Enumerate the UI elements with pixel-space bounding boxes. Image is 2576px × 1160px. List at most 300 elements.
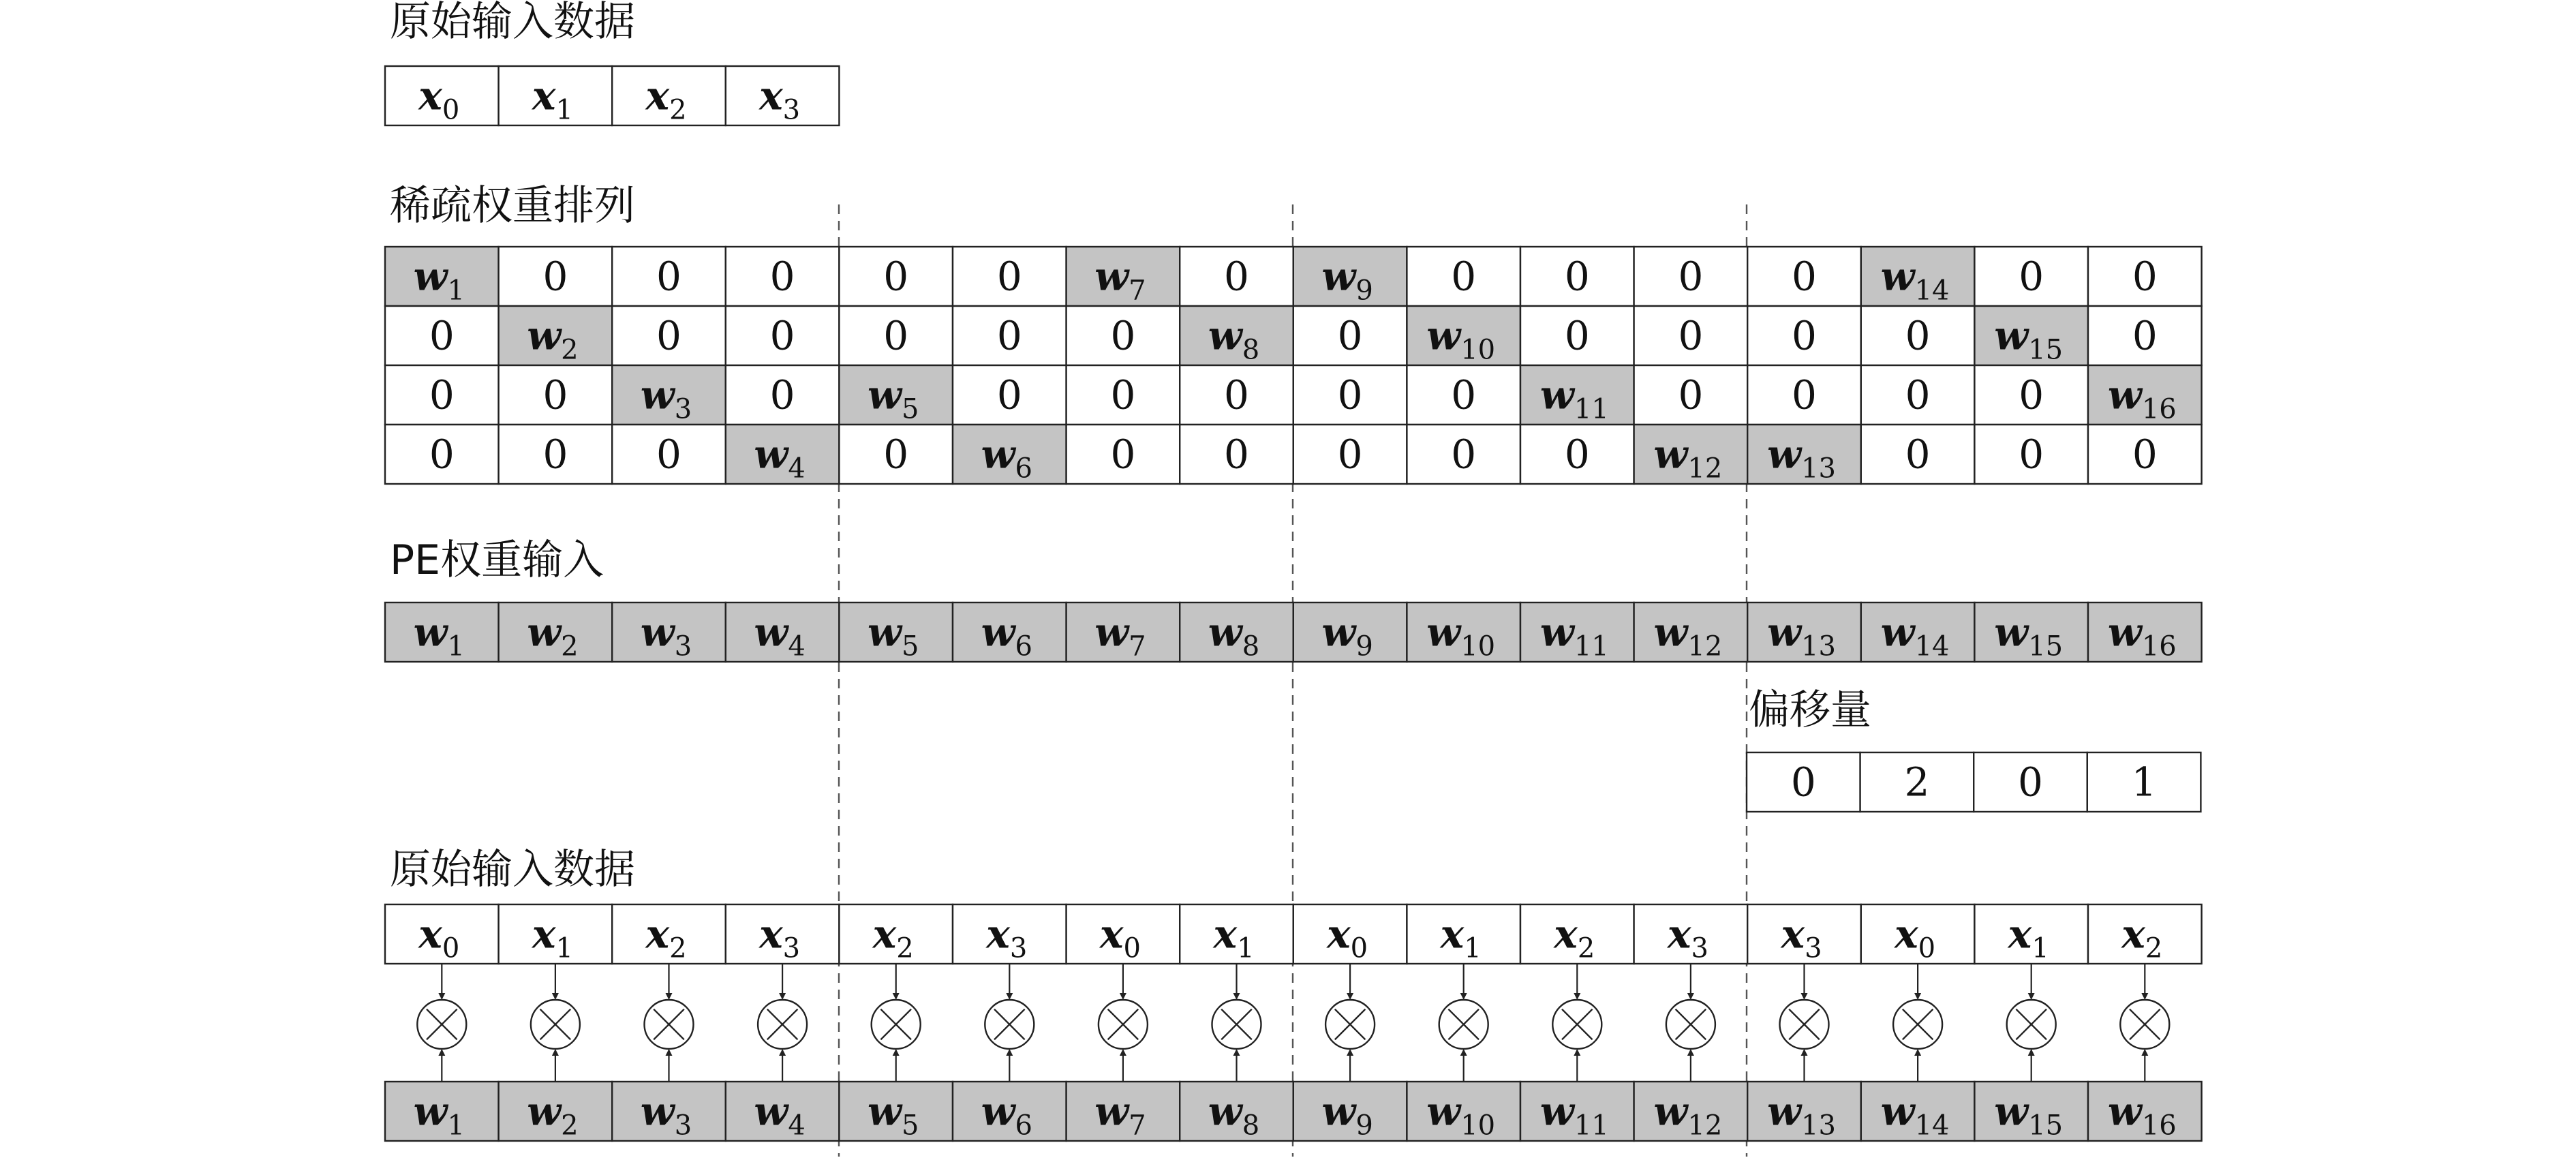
permuted-input-cell-2-base: x: [645, 911, 670, 958]
bottom-weight-cell-8: [1293, 1082, 1407, 1142]
sparse-cell-r0-c8-subscript: 9: [1355, 275, 1373, 307]
permuted-input-cell-1-base: x: [532, 911, 556, 958]
circled-times-icon: [758, 1000, 807, 1049]
bottom-weight-cell-9-subscript: 10: [1460, 1110, 1496, 1142]
offset-cell-3-value: 1: [2131, 759, 2157, 806]
bottom-weight-cell-7-base: w: [1208, 1088, 1242, 1135]
circled-times-icon: [1666, 1000, 1715, 1049]
sparse-cell-r1-c12-value: 0: [1792, 312, 1817, 359]
pe-weight-cell-7-subscript: 8: [1242, 630, 1260, 662]
sparse-cell-r2-c4-base: w: [868, 371, 902, 418]
sparse-cell-r3-c13: [1861, 425, 1975, 484]
pe-weight-cell-9: [1407, 602, 1520, 662]
sparse-cell-r0-c15: [2088, 247, 2202, 306]
bottom-weight-cell-2-subscript: 3: [674, 1110, 692, 1142]
sparse-cell-r0-c13-base: w: [1880, 253, 1915, 300]
permuted-input-cell-4: [839, 904, 953, 964]
sparse-cell-r1-c2-value: 0: [656, 312, 681, 359]
bottom-weight-cell-12: [1747, 1082, 1861, 1142]
permuted-input-cell-8-subscript: 0: [1350, 932, 1368, 964]
permuted-input-cell-11: [1634, 904, 1748, 964]
permuted-input-cell-1-subscript: 1: [555, 932, 573, 964]
bottom-weight-cell-14-base: w: [1994, 1088, 2029, 1135]
sparse-cell-r3-c15-value: 0: [2132, 431, 2158, 478]
sparse-cell-r0-c6: [1067, 247, 1180, 307]
sparse-cell-r1-c1: [499, 306, 613, 366]
bottom-weight-cell-11-subscript: 12: [1687, 1110, 1723, 1142]
input-cell-2: [612, 66, 726, 126]
pe-weight-cell-0: [385, 602, 499, 662]
permuted-input-cell-10-base: x: [1554, 911, 1578, 958]
sparse-cell-r3-c5: [953, 425, 1067, 485]
multiplier-4: [872, 964, 921, 1082]
bottom-weight-cell-6-base: w: [1094, 1088, 1129, 1135]
sparse-cell-r3-c9: [1407, 425, 1520, 484]
sparse-cell-r0-c13-subscript: 14: [1914, 275, 1950, 307]
permuted-input-cell-8: [1293, 904, 1407, 964]
sparse-cell-r1-c9-subscript: 10: [1460, 334, 1496, 366]
sparse-cell-r0-c14: [1974, 247, 2088, 306]
input-cell-2-base: x: [645, 72, 670, 119]
sparse-cell-r2-c5: [953, 365, 1067, 425]
offset-cell-3: [2087, 752, 2201, 812]
sparse-cell-r2-c1-value: 0: [542, 371, 568, 418]
circled-times-icon: [985, 1000, 1034, 1049]
pe-weight-cell-6-base: w: [1094, 609, 1129, 656]
bottom-weight-cell-15-base: w: [2107, 1088, 2142, 1135]
pe-weight-cell-4-subscript: 5: [901, 630, 919, 662]
sparse-cell-r1-c0: [385, 306, 499, 365]
multiplier-8: [1325, 964, 1375, 1082]
permuted-input-cell-15-subscript: 2: [2145, 932, 2163, 964]
offset-cell-1: [1860, 752, 1974, 812]
pe-weight-cell-8-base: w: [1321, 609, 1356, 656]
sparse-cell-r0-c7: [1180, 247, 1293, 306]
input-cell-0-subscript: 0: [442, 94, 460, 126]
permuted-input-cell-2: [612, 904, 726, 964]
input-cell-3-base: x: [759, 72, 783, 119]
sparse-cell-r1-c1-base: w: [527, 312, 562, 359]
sparse-cell-r2-c8-value: 0: [1337, 371, 1363, 418]
sparse-cell-r1-c9: [1407, 306, 1520, 366]
sparse-cell-r1-c0-value: 0: [429, 312, 455, 359]
sparse-cell-r2-c3-value: 0: [769, 371, 795, 418]
bottom-weight-cell-5-base: w: [981, 1088, 1015, 1135]
offset-cell-2: [1974, 752, 2087, 812]
sparse-cell-r1-c7-subscript: 8: [1242, 334, 1260, 366]
sparse-cell-r2-c12: [1747, 365, 1861, 425]
sparse-cell-r3-c8-value: 0: [1337, 431, 1363, 478]
sparse-cell-r3-c2: [612, 425, 726, 484]
bottom-weight-cell-9: [1407, 1082, 1520, 1142]
sparse-cell-r3-c3-base: w: [754, 431, 788, 478]
sparse-cell-r3-c10: [1520, 425, 1634, 484]
sparse-cell-r1-c3: [726, 306, 840, 365]
permuted-input-cell-7-base: x: [1213, 911, 1238, 958]
pe-weight-cell-15-subscript: 16: [2141, 630, 2177, 662]
sparse-cell-r0-c12: [1747, 247, 1861, 306]
sparse-cell-r0-c0: [385, 247, 499, 307]
bottom-weight-cell-0-base: w: [413, 1088, 448, 1135]
pe-weight-cell-5: [953, 602, 1067, 662]
sparse-cell-r0-c3: [726, 247, 840, 306]
pe-weight-cell-7: [1180, 602, 1293, 662]
label-input-bottom: 原始输入数据: [390, 846, 635, 894]
sparse-cell-r2-c6: [1067, 365, 1180, 425]
sparse-cell-r2-c10: [1520, 365, 1634, 425]
sparse-cell-r2-c4: [839, 365, 953, 425]
sparse-cell-r1-c10-value: 0: [1564, 312, 1590, 359]
multiplier-13: [1893, 964, 1942, 1082]
sparse-cell-r3-c11: [1634, 425, 1748, 485]
sparse-cell-r2-c0-value: 0: [429, 371, 455, 418]
permuted-input-cell-6-subscript: 0: [1123, 932, 1141, 964]
pe-weight-cell-14: [1974, 602, 2088, 662]
sparse-cell-r1-c8: [1293, 306, 1407, 365]
bottom-weight-cell-13-base: w: [1880, 1088, 1915, 1135]
pe-weight-cell-12-base: w: [1767, 609, 1802, 656]
sparse-cell-r3-c12-base: w: [1767, 431, 1802, 478]
pe-weight-cell-6-subscript: 7: [1129, 630, 1146, 662]
sparse-cell-r1-c2: [612, 306, 726, 365]
permuted-input-cell-7: [1180, 904, 1293, 964]
sparse-cell-r3-c6-value: 0: [1110, 431, 1136, 478]
permuted-input-cell-2-subscript: 2: [669, 932, 687, 964]
circled-times-icon: [645, 1000, 694, 1049]
bottom-weight-cell-3: [726, 1082, 840, 1142]
input-cell-1: [499, 66, 613, 126]
permuted-input-cell-8-base: x: [1327, 911, 1351, 958]
bottom-weight-cell-12-base: w: [1767, 1088, 1802, 1135]
sparse-cell-r3-c0-value: 0: [429, 431, 455, 478]
input-cell-3-subscript: 3: [782, 94, 801, 126]
bottom-weight-cell-6: [1067, 1082, 1180, 1142]
pe-weight-cell-11: [1634, 602, 1748, 662]
pe-weight-cell-3-base: w: [754, 609, 788, 656]
sparse-cell-r2-c10-subscript: 11: [1574, 393, 1609, 425]
sparse-cell-r2-c12-value: 0: [1792, 371, 1817, 418]
permuted-input-cell-4-subscript: 2: [896, 932, 914, 964]
sparse-cell-r1-c11-value: 0: [1678, 312, 1704, 359]
multiplier-10: [1552, 964, 1601, 1082]
sparse-cell-r2-c9: [1407, 365, 1520, 425]
pe-weight-cell-4-base: w: [868, 609, 902, 656]
permuted-input-cell-3: [726, 904, 840, 964]
sparse-cell-r1-c13-value: 0: [1905, 312, 1931, 359]
sparse-cell-r3-c5-base: w: [981, 431, 1015, 478]
permuted-input-cell-10-subscript: 2: [1577, 932, 1595, 964]
permuted-input-cell-3-base: x: [759, 911, 783, 958]
pe-weight-cell-11-subscript: 12: [1687, 630, 1723, 662]
permuted-input-cell-3-subscript: 3: [782, 932, 801, 964]
circled-times-icon: [872, 1000, 921, 1049]
pe-weight-cell-14-subscript: 15: [2028, 630, 2064, 662]
permuted-input-cell-13-base: x: [1895, 911, 1918, 958]
circled-times-icon: [2007, 1000, 2056, 1049]
sparse-cell-r2-c13: [1861, 365, 1975, 425]
sparse-cell-r2-c13-value: 0: [1905, 371, 1931, 418]
multiplier-7: [1212, 964, 1261, 1082]
sparse-cell-r3-c12-subscript: 13: [1801, 453, 1836, 485]
bottom-weight-cell-13: [1861, 1082, 1975, 1142]
sparse-cell-r1-c13: [1861, 306, 1975, 365]
sparse-cell-r0-c8: [1293, 247, 1407, 307]
sparse-cell-r1-c15: [2088, 306, 2202, 365]
pe-weight-cell-2-subscript: 3: [674, 630, 692, 662]
pe-weight-cell-6: [1067, 602, 1180, 662]
sparse-cell-r1-c12: [1747, 306, 1861, 365]
offset-cell-0: [1747, 752, 1860, 812]
sparse-cell-r1-c3-value: 0: [769, 312, 795, 359]
multiplier-9: [1439, 964, 1488, 1082]
sparse-cell-r0-c9-value: 0: [1451, 253, 1477, 300]
circled-times-icon: [1439, 1000, 1488, 1049]
pe-weight-cell-15: [2088, 602, 2202, 662]
circled-times-icon: [1552, 1000, 1601, 1049]
pe-weight-cell-0-base: w: [413, 609, 448, 656]
pe-weight-cell-15-base: w: [2107, 609, 2142, 656]
bottom-weight-cell-3-subscript: 4: [788, 1110, 806, 1142]
pe-weight-cell-8-subscript: 9: [1355, 630, 1373, 662]
circled-times-icon: [1099, 1000, 1148, 1049]
pe-weight-cell-9-subscript: 10: [1460, 630, 1496, 662]
sparse-cell-r0-c0-base: w: [413, 253, 448, 300]
permuted-input-cell-13: [1861, 904, 1975, 964]
sparse-cell-r0-c2: [612, 247, 726, 306]
sparse-cell-r2-c6-value: 0: [1110, 371, 1136, 418]
label-sparse-weights: 稀疏权重排列: [390, 182, 635, 230]
sparse-cell-r0-c5-value: 0: [996, 253, 1022, 300]
sparse-cell-r0-c1-value: 0: [542, 253, 568, 300]
permuted-input-cell-7-subscript: 1: [1237, 932, 1255, 964]
sparse-cell-r3-c12: [1747, 425, 1861, 485]
pe-weight-cell-8: [1293, 602, 1407, 662]
bottom-weight-cell-8-subscript: 9: [1355, 1110, 1373, 1142]
multiplier-2: [645, 964, 694, 1082]
circled-times-icon: [2120, 1000, 2169, 1049]
sparse-cell-r3-c1: [499, 425, 613, 484]
pe-weight-cell-10-subscript: 11: [1574, 630, 1609, 662]
permuted-input-cell-4-base: x: [872, 911, 897, 958]
pe-weight-cell-11-base: w: [1653, 609, 1688, 656]
sparse-cell-r3-c1-value: 0: [542, 431, 568, 478]
bottom-weight-cell-0: [385, 1082, 499, 1142]
permuted-input-cell-12-subscript: 3: [1805, 932, 1822, 964]
sparse-cell-r0-c10-value: 0: [1564, 253, 1590, 300]
pe-weight-cell-2-base: w: [640, 609, 675, 656]
sparse-cell-r2-c3: [726, 365, 840, 425]
sparse-cell-r2-c14-value: 0: [2019, 371, 2044, 418]
pe-weight-cell-14-base: w: [1994, 609, 2029, 656]
permuted-input-cell-14-base: x: [2008, 911, 2032, 958]
circled-times-icon: [531, 1000, 580, 1049]
pe-weight-cell-1-subscript: 2: [561, 630, 579, 662]
permuted-input-cell-9: [1407, 904, 1520, 964]
multiplier-14: [2007, 964, 2056, 1082]
bottom-weight-cell-13-subscript: 14: [1914, 1110, 1950, 1142]
multiplier-11: [1666, 964, 1715, 1082]
permuted-input-cell-6: [1067, 904, 1180, 964]
bottom-weight-cell-12-subscript: 13: [1801, 1110, 1836, 1142]
bottom-weight-cell-14-subscript: 15: [2028, 1110, 2064, 1142]
sparse-cell-r1-c6: [1067, 306, 1180, 365]
sparse-cell-r0-c6-base: w: [1094, 253, 1129, 300]
sparse-cell-r3-c8: [1293, 425, 1407, 484]
sparse-cell-r0-c4-value: 0: [883, 253, 909, 300]
sparse-cell-r3-c9-value: 0: [1451, 431, 1477, 478]
bottom-weight-cell-3-base: w: [754, 1088, 788, 1135]
bottom-weight-cell-5: [953, 1082, 1067, 1142]
pe-weight-cell-5-subscript: 6: [1015, 630, 1032, 662]
sparse-cell-r2-c11-value: 0: [1678, 371, 1704, 418]
permuted-input-cell-14: [1974, 904, 2088, 964]
bottom-weight-cell-4-base: w: [868, 1088, 902, 1135]
input-cell-1-base: x: [532, 72, 556, 119]
bottom-weight-cell-10-base: w: [1539, 1088, 1574, 1135]
pe-weight-cell-9-base: w: [1426, 609, 1461, 656]
bottom-weight-cell-7: [1180, 1082, 1293, 1142]
multiplier-6: [1099, 964, 1148, 1082]
bottom-weight-cell-7-subscript: 8: [1242, 1110, 1260, 1142]
pe-weight-cell-2: [612, 602, 726, 662]
sparse-cell-r0-c3-value: 0: [769, 253, 795, 300]
sparse-cell-r1-c5: [953, 306, 1067, 365]
sparse-cell-r1-c9-base: w: [1426, 312, 1461, 359]
sparse-cell-r2-c7-value: 0: [1224, 371, 1249, 418]
pe-weight-cell-10: [1520, 602, 1634, 662]
sparse-cell-r2-c1: [499, 365, 613, 425]
sparse-cell-r2-c14: [1974, 365, 2088, 425]
sparse-cell-r0-c15-value: 0: [2132, 253, 2158, 300]
bottom-weight-cell-8-base: w: [1321, 1088, 1356, 1135]
sparse-cell-r3-c11-subscript: 12: [1687, 453, 1723, 485]
multiplier-0: [417, 964, 466, 1082]
sparse-cell-r1-c7: [1180, 306, 1293, 366]
sparse-cell-r2-c2: [612, 365, 726, 425]
input-cell-3: [726, 66, 840, 126]
bottom-weight-cell-1-subscript: 2: [561, 1110, 579, 1142]
permuted-input-cell-5-subscript: 3: [1009, 932, 1028, 964]
multiplier-15: [2120, 964, 2169, 1082]
sparse-cell-r2-c15-base: w: [2107, 371, 2142, 418]
sparse-cell-r0-c6-subscript: 7: [1129, 275, 1146, 307]
bottom-weight-cell-11: [1634, 1082, 1748, 1142]
bottom-weight-cell-2-base: w: [640, 1088, 675, 1135]
sparse-cell-r1-c14-subscript: 15: [2028, 334, 2064, 366]
sparse-cell-r3-c0: [385, 425, 499, 484]
permuted-input-cell-1: [499, 904, 613, 964]
sparse-cell-r1-c4: [839, 306, 953, 365]
sparse-cell-r2-c2-subscript: 3: [674, 393, 692, 425]
sparse-cell-r3-c7: [1180, 425, 1293, 484]
sparse-cell-r0-c9: [1407, 247, 1520, 306]
sparse-cell-r2-c4-subscript: 5: [901, 393, 919, 425]
permuted-input-cell-12: [1747, 904, 1861, 964]
bottom-weight-cell-1: [499, 1082, 613, 1142]
bottom-weight-cell-2: [612, 1082, 726, 1142]
permuted-input-cell-15-base: x: [2121, 911, 2145, 958]
sparse-cell-r0-c13: [1861, 247, 1975, 307]
sparse-cell-r3-c6: [1067, 425, 1180, 484]
bottom-weight-cell-15: [2088, 1082, 2202, 1142]
label-offset: 偏移量: [1749, 686, 1871, 734]
sparse-cell-r2-c15-subscript: 16: [2141, 393, 2177, 425]
permuted-input-cell-10: [1520, 904, 1634, 964]
sparse-cell-r1-c11: [1634, 306, 1748, 365]
offset-cell-0-value: 0: [1790, 759, 1816, 806]
pe-weight-cell-4: [839, 602, 953, 662]
permuted-input-cell-14-subscript: 1: [2031, 932, 2049, 964]
sparse-cell-r2-c0: [385, 365, 499, 425]
permuted-input-cell-5: [953, 904, 1067, 964]
sparse-cell-r1-c8-value: 0: [1337, 312, 1363, 359]
circled-times-icon: [1780, 1000, 1829, 1049]
pe-weight-cell-13-base: w: [1880, 609, 1915, 656]
sparse-cell-r3-c2-value: 0: [656, 431, 681, 478]
sparse-cell-r2-c7: [1180, 365, 1293, 425]
sparse-cell-r1-c10: [1520, 306, 1634, 365]
label-input-top: 原始输入数据: [390, 0, 635, 46]
sparse-cell-r1-c7-base: w: [1208, 312, 1242, 359]
sparse-cell-r2-c5-value: 0: [996, 371, 1022, 418]
sparse-cell-r3-c7-value: 0: [1224, 431, 1249, 478]
bottom-weight-cell-11-base: w: [1653, 1088, 1688, 1135]
sparse-cell-r2-c9-value: 0: [1451, 371, 1477, 418]
circled-times-icon: [1325, 1000, 1375, 1049]
bottom-weight-cell-5-subscript: 6: [1015, 1110, 1032, 1142]
sparse-cell-r1-c15-value: 0: [2132, 312, 2158, 359]
sparse-cell-r0-c10: [1520, 247, 1634, 306]
bottom-weight-cell-1-base: w: [527, 1088, 562, 1135]
permuted-input-cell-11-subscript: 3: [1691, 932, 1708, 964]
sparse-cell-r1-c5-value: 0: [996, 312, 1022, 359]
sparse-cell-r3-c5-subscript: 6: [1015, 453, 1032, 485]
permuted-input-cell-0-base: x: [418, 911, 442, 958]
sparse-cell-r2-c15: [2088, 365, 2202, 425]
pe-weight-cell-0-subscript: 1: [447, 630, 465, 662]
bottom-weight-cell-10-subscript: 11: [1574, 1110, 1609, 1142]
label-pe-weights: PE权重输入: [390, 536, 604, 584]
circled-times-icon: [1212, 1000, 1261, 1049]
sparse-cell-r3-c14-value: 0: [2019, 431, 2044, 478]
sparse-cell-r0-c8-base: w: [1321, 253, 1356, 300]
bottom-weight-cell-0-subscript: 1: [447, 1110, 465, 1142]
sparse-cell-r0-c12-value: 0: [1792, 253, 1817, 300]
sparse-cell-r3-c4: [839, 425, 953, 484]
pe-weight-cell-10-base: w: [1539, 609, 1574, 656]
pe-weight-cell-1-base: w: [527, 609, 562, 656]
offset-cell-2-value: 0: [2018, 759, 2043, 806]
sparse-cell-r2-c11: [1634, 365, 1748, 425]
bottom-weight-cell-4-subscript: 5: [901, 1110, 919, 1142]
sparse-cell-r1-c6-value: 0: [1110, 312, 1136, 359]
sparse-cell-r2-c8: [1293, 365, 1407, 425]
sparse-cell-r0-c7-value: 0: [1224, 253, 1249, 300]
sparse-cell-r0-c4: [839, 247, 953, 306]
pe-weight-cell-12: [1747, 602, 1861, 662]
bottom-weight-cell-14: [1974, 1082, 2088, 1142]
multiplier-3: [758, 964, 807, 1082]
permuted-input-cell-0: [385, 904, 499, 964]
sparse-cell-r0-c11-value: 0: [1678, 253, 1704, 300]
input-cell-2-subscript: 2: [669, 94, 687, 126]
multiplier-5: [985, 964, 1034, 1082]
sparse-cell-r0-c1: [499, 247, 613, 306]
permuted-input-cell-9-subscript: 1: [1464, 932, 1482, 964]
sparse-cell-r3-c3: [726, 425, 840, 485]
input-cell-1-subscript: 1: [555, 94, 573, 126]
permuted-input-cell-9-base: x: [1440, 911, 1465, 958]
